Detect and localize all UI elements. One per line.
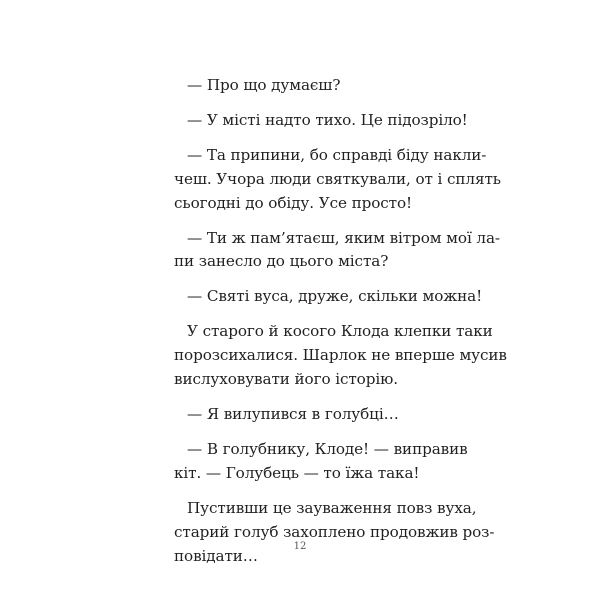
text-line: пи занесло до цього міста? bbox=[174, 252, 389, 271]
text-line: — Та припини, бо справді біду накли- bbox=[187, 145, 487, 164]
text-line: — Я вилупився в голубці… bbox=[187, 404, 399, 423]
page-body-text bbox=[174, 74, 507, 568]
text-line: — В голубнику, Клоде! — виправив bbox=[187, 439, 468, 458]
text-line: — Святі вуса, друже, скільки можна! bbox=[187, 287, 483, 306]
text-line: У старого й косого Клода клепки таки bbox=[187, 322, 493, 341]
text-line: порозсихалися. Шарлок не вперше мусив bbox=[174, 346, 507, 365]
text-line: сьогодні до обіду. Усе просто! bbox=[174, 193, 413, 212]
text-line: старий голуб захоплено продовжив роз- bbox=[174, 522, 495, 541]
text-line: — У місті надто тихо. Це підозріло! bbox=[187, 110, 468, 129]
text-line: чеш. Учора люди святкували, от і сплять bbox=[174, 169, 501, 188]
text-line: повідати… bbox=[174, 546, 258, 565]
text-line: — Про що думаєш? bbox=[187, 76, 341, 94]
text-line: вислуховувати його історію. bbox=[174, 370, 398, 389]
text-line: кіт. — Голубець — то їжа така! bbox=[174, 463, 420, 482]
text-line: — Ти ж пам’ятаєш, яким вітром мої ла- bbox=[187, 228, 500, 247]
text-line: Пустивши це зауваження повз вуха, bbox=[187, 498, 477, 517]
page-number: 12 bbox=[293, 541, 307, 552]
